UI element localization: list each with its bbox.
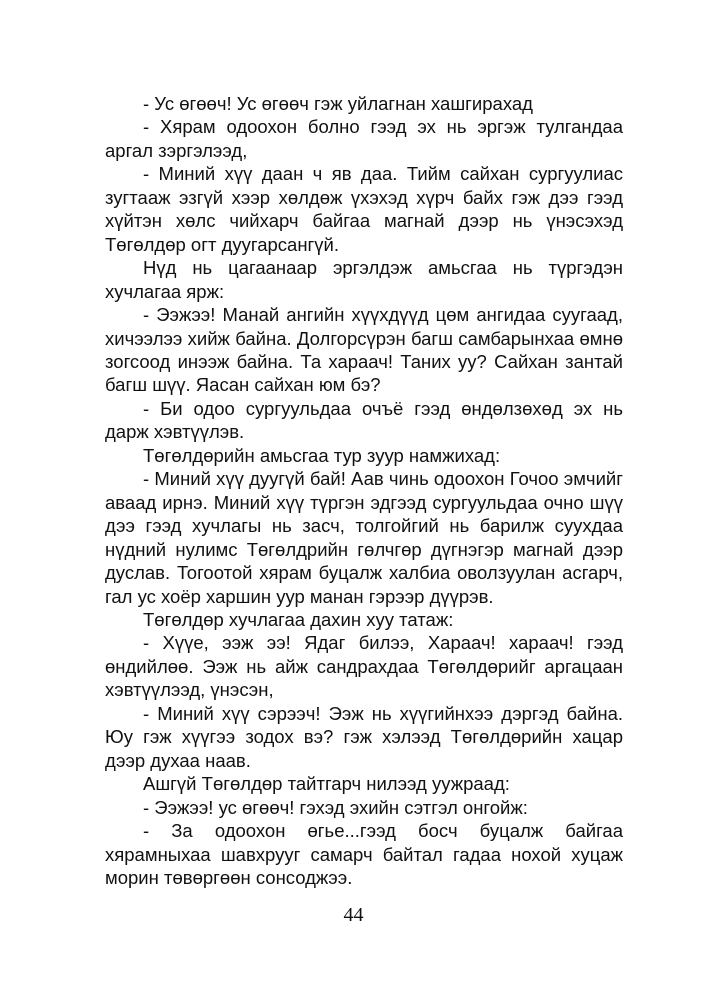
paragraph: - Миний хүү дуугүй бай! Аав чинь одоохон Гочоо эмчийг аваад ирнэ. Миний хүү түргэн эдгээд сургуульдаа очно шүү дээ гээд хучлагы нь засч, толгойгий нь барилж суухдаа нүдний нулимс Төгөлдрийн гөлчгөр дүгнэгэр магнай дээр дуслав. Тогоотой хярам буцалж халбиа оволзуулан асгарч, гал ус хоёр харшин уур манан гэрээр дүүрэв. bbox=[105, 468, 623, 607]
paragraph: - Би одоо сургуульдаа очъё гээд өндөлзөхөд эх нь дарж хэвтүүлэв. bbox=[105, 397, 623, 443]
paragraph: - Ус өгөөч! Ус өгөөч гэж уйлагнан хашгирахад bbox=[143, 93, 533, 114]
paragraph: - За одоохон өгье...гээд босч буцалж байгаа хярамныхаа шавхрууг самарч байтал гадаа нохой хуцаж морин төвөргөөн сонсоджээ. bbox=[105, 820, 623, 888]
paragraph: - Миний хүү сэрээч! Ээж нь хүүгийнхээ дэргэд байна. Юу гэж хүүгээ зодох вэ? гэж хэлээд Төгөлдөрийн хацар дээр духаа наав. bbox=[105, 702, 623, 771]
paragraph: - Ээжээ! ус өгөөч! гэхэд эхийн сэтгэл онгойж: bbox=[143, 796, 528, 818]
page-number: 44 bbox=[343, 904, 364, 926]
paragraph: Төгөлдөр хучлагаа дахин хуу татаж: bbox=[143, 608, 454, 630]
paragraph: Нүд нь цагаанаар эргэлдэж амьсгаа нь түргэдэн хучлагаа ярж: bbox=[105, 257, 623, 302]
paragraph: Төгөлдөрийн амьсгаа тур зуур намжихад: bbox=[143, 444, 501, 466]
paragraph: - Миний хүү даан ч яв даа. Тийм сайхан сургуулиас зугтааж эзгүй хээр хөлдөж үхэхэд хүрч байх гэж дээ гээд хүйтэн хөлс чийхарч байгаа магнай дээр нь үнэсэхэд Төгөлдөр огт дуугарсангүй. bbox=[105, 163, 623, 255]
paragraph: - Хярам одоохон болно гээд эх нь эргэж тулгандаа аргал зэргэлээд, bbox=[105, 116, 623, 161]
body-text bbox=[105, 92, 623, 889]
paragraph: - Хүүе, ээж ээ! Ядаг билээ, Хараач! хараач! гээд өндийлөө. Ээж нь айж сандрахдаа Төгөлдөрийг аргацаан хэвтүүлээд, үнэсэн, bbox=[105, 632, 623, 701]
paragraph: Ашгүй Төгөлдөр тайтгарч нилээд уужраад: bbox=[143, 773, 510, 795]
paragraph: - Ээжээ! Манай ангийн хүүхдүүд цөм ангидаа суугаад, хичээлээ хийж байна. Долгорсүрэн багш самбарынхаа өмнө зогсоод инээж байна. Та хараач! Таних уу? Сайхан зантай багш шүү. Яасан сайхан юм бэ? bbox=[105, 304, 623, 396]
